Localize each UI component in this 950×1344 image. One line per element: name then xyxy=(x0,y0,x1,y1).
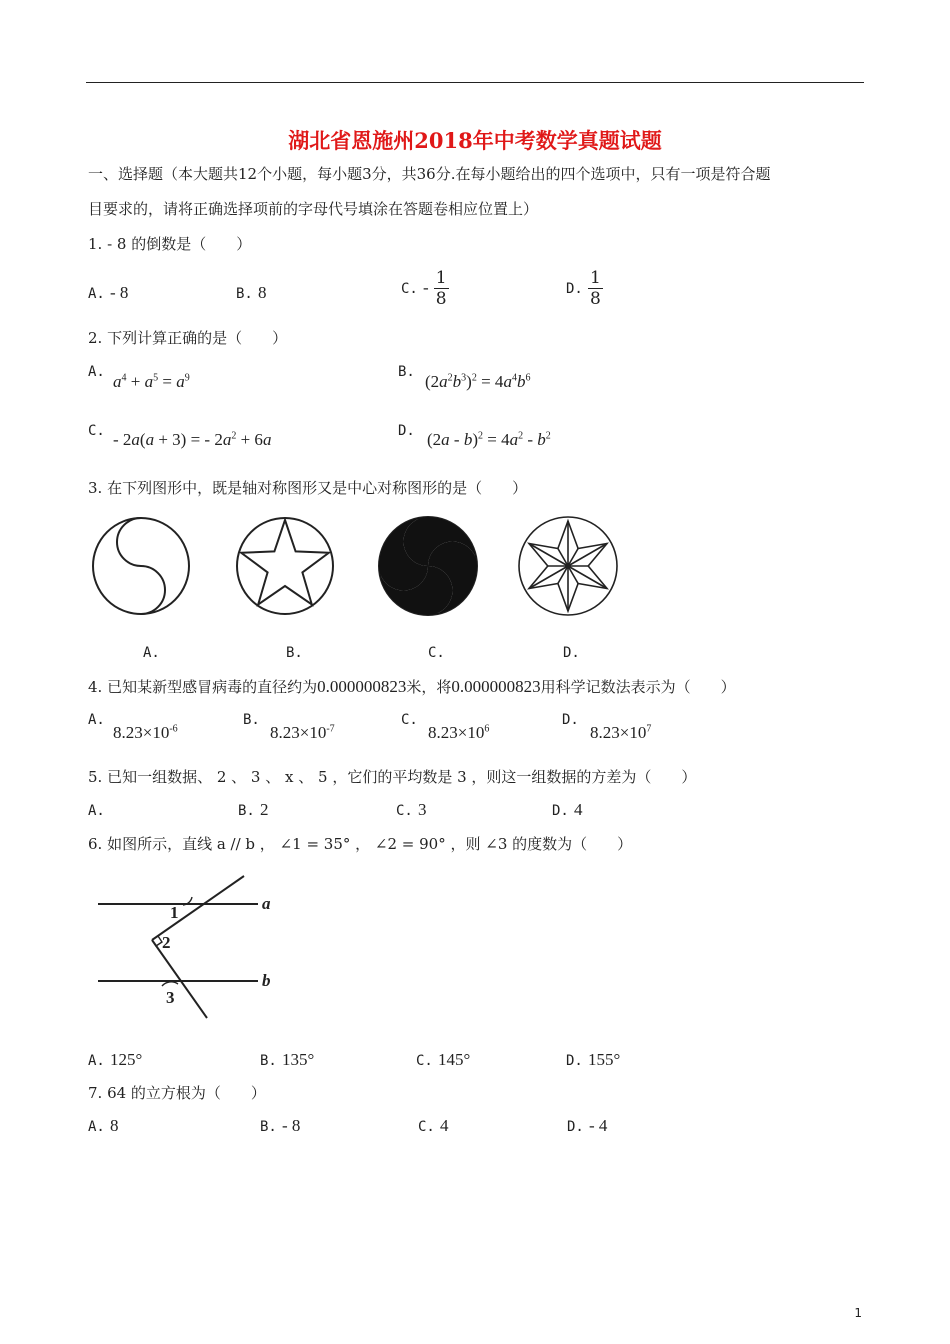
option-label: A. xyxy=(88,1053,105,1069)
option-value: 8 xyxy=(257,283,267,302)
section-instructions-line2: 目要求的，请将正确选择项前的字母代号填涂在答题卷相应位置上） xyxy=(88,200,539,218)
q2-option-a-label[interactable]: A. xyxy=(88,364,105,380)
q6-parallel-lines-figure xyxy=(92,868,292,1024)
fraction xyxy=(588,268,603,309)
q7-option-c[interactable] xyxy=(418,1116,448,1136)
sci-exp: -7 xyxy=(326,723,335,735)
option-value: 2 xyxy=(259,800,269,819)
option-value: 155° xyxy=(587,1050,621,1069)
denominator: 8 xyxy=(589,289,601,309)
option-label: D. xyxy=(567,1119,584,1135)
option-label: B. xyxy=(236,286,253,302)
q5-option-c[interactable] xyxy=(396,800,426,820)
denominator: 8 xyxy=(435,289,447,309)
q1-option-c[interactable] xyxy=(401,268,449,309)
q4-option-a-value xyxy=(113,723,178,743)
q2-option-c-expr: - 2a(a + 3) = - $2a^2 + 6a$ xyxy=(113,430,272,449)
option-value: 3 xyxy=(417,800,427,819)
q4-option-c-value xyxy=(428,723,489,743)
option-value: 125° xyxy=(109,1050,143,1069)
q1-option-d[interactable] xyxy=(566,268,603,309)
q1-option-b[interactable] xyxy=(236,283,266,303)
option-value: - 8 xyxy=(281,1116,301,1135)
q4-option-c-label[interactable]: C. xyxy=(401,712,418,728)
figure-b-label: B. xyxy=(286,645,303,661)
option-value: 135° xyxy=(281,1050,315,1069)
q5-stem: 5. 已知一组数据、 2 、 3 、 x 、 5 ，它们的平均数是 3 ，则这一组数据的方差为（ ） xyxy=(88,768,697,786)
option-label: B. xyxy=(260,1119,277,1135)
q2-option-c-label[interactable]: C. xyxy=(88,423,105,439)
line-b-label: b xyxy=(262,971,271,990)
figure-a-label: A. xyxy=(143,645,160,661)
q4-value: 0.000000823 xyxy=(317,677,407,696)
q4-stem-part2: 米，将 xyxy=(406,678,452,696)
option-value: - 8 xyxy=(109,283,129,302)
sci-exp: 6 xyxy=(484,723,490,735)
q1-option-a[interactable] xyxy=(88,283,128,303)
sci-base: 8.23×10 xyxy=(113,723,170,742)
option-label: C. xyxy=(396,803,413,819)
option-label: A. xyxy=(88,803,105,819)
sci-exp: 7 xyxy=(646,723,652,735)
q6-option-a[interactable] xyxy=(88,1050,142,1070)
option-label: A. xyxy=(88,286,105,302)
q4-option-a-label[interactable]: A. xyxy=(88,712,105,728)
option-label: C. xyxy=(416,1053,433,1069)
sci-base: 8.23×10 xyxy=(590,723,647,742)
q2-stem: 2. 下列计算正确的是（ ） xyxy=(88,329,288,347)
q4-stem-part3: 用科学记数法表示为（ ） xyxy=(540,678,736,696)
q2-option-b-expr: $(2a^2b^3)^2 = 4a^4b^6$ xyxy=(425,372,531,391)
option-label: D. xyxy=(566,281,583,297)
option-label: B. xyxy=(260,1053,277,1069)
q6-option-d[interactable] xyxy=(566,1050,620,1070)
page-number: 1 xyxy=(854,1306,862,1320)
numerator: 1 xyxy=(435,268,447,288)
figure-b-star[interactable] xyxy=(232,514,342,622)
q5-option-a[interactable] xyxy=(88,800,105,820)
angle-2-label: 2 xyxy=(162,933,171,952)
sci-exp: -6 xyxy=(169,723,178,735)
q2-option-d-expr: $(2a - b)^2 = 4a^2 - b^2$ xyxy=(427,430,551,449)
line-a-label: a xyxy=(262,894,271,913)
q5-option-b[interactable] xyxy=(238,800,268,820)
q1-stem: 1. - 8 的倒数是（ ） xyxy=(88,235,252,253)
q7-option-d[interactable] xyxy=(567,1116,607,1136)
figure-a-taiji[interactable] xyxy=(88,514,198,622)
option-value: 145° xyxy=(437,1050,471,1069)
option-value: 4 xyxy=(573,800,583,819)
figure-c-label: C. xyxy=(428,645,445,661)
q6-option-c[interactable] xyxy=(416,1050,470,1070)
option-label: C. xyxy=(418,1119,435,1135)
angle-1-label: 1 xyxy=(170,903,179,922)
q4-option-b-value xyxy=(270,723,335,743)
sci-base: 8.23×10 xyxy=(270,723,327,742)
q5-option-d[interactable] xyxy=(552,800,582,820)
q6-option-b[interactable] xyxy=(260,1050,314,1070)
header-rule xyxy=(86,82,864,83)
q4-stem-part1: 4. 已知某新型感冒病毒的直径约为 xyxy=(88,678,318,696)
q2-option-b-label[interactable]: B. xyxy=(398,364,415,380)
q2-option-a-expr: $a^4 + a^5 = a^9$ xyxy=(113,372,190,391)
q7-option-a[interactable] xyxy=(88,1116,118,1136)
q4-option-d-label[interactable]: D. xyxy=(562,712,579,728)
numerator: 1 xyxy=(589,268,601,288)
option-value: - 4 xyxy=(588,1116,608,1135)
q4-option-b-label[interactable]: B. xyxy=(243,712,260,728)
section-instructions-line1: 一、选择题（本大题共12个小题，每小题3分，共36分.在每小题给出的四个选项中，只有一项是符合题 xyxy=(88,165,771,183)
q6-stem: 6. 如图所示，直线 a // b ， ∠1 = 35° ， ∠2 = 90° ，则 ∠3 的度数为（ ） xyxy=(88,835,633,853)
q4-value-repeat: 0.000000823 xyxy=(451,677,541,696)
option-value: 4 xyxy=(439,1116,449,1135)
figure-d-hexstar[interactable] xyxy=(515,513,623,621)
q4-stem xyxy=(88,676,736,697)
q3-stem: 3. 在下列图形中，既是轴对称图形又是中心对称图形的是（ ） xyxy=(88,479,528,497)
option-label: A. xyxy=(88,1119,105,1135)
q7-stem: 7. 64 的立方根为（ ） xyxy=(88,1084,266,1102)
option-label: C. xyxy=(401,281,418,297)
q7-option-b[interactable] xyxy=(260,1116,300,1136)
option-value: 8 xyxy=(109,1116,119,1135)
page-title: 湖北省恩施州2018年中考数学真题试题 xyxy=(288,128,662,153)
option-sign: - xyxy=(422,278,429,297)
sci-base: 8.23×10 xyxy=(428,723,485,742)
option-label: D. xyxy=(552,803,569,819)
figure-c-pinwheel[interactable] xyxy=(373,512,485,622)
option-label: D. xyxy=(566,1053,583,1069)
q4-option-d-value xyxy=(590,723,651,743)
option-label: B. xyxy=(238,803,255,819)
q2-option-d-label[interactable]: D. xyxy=(398,423,415,439)
fraction xyxy=(434,268,449,309)
figure-d-label: D. xyxy=(563,645,580,661)
angle-3-label: 3 xyxy=(166,988,175,1007)
